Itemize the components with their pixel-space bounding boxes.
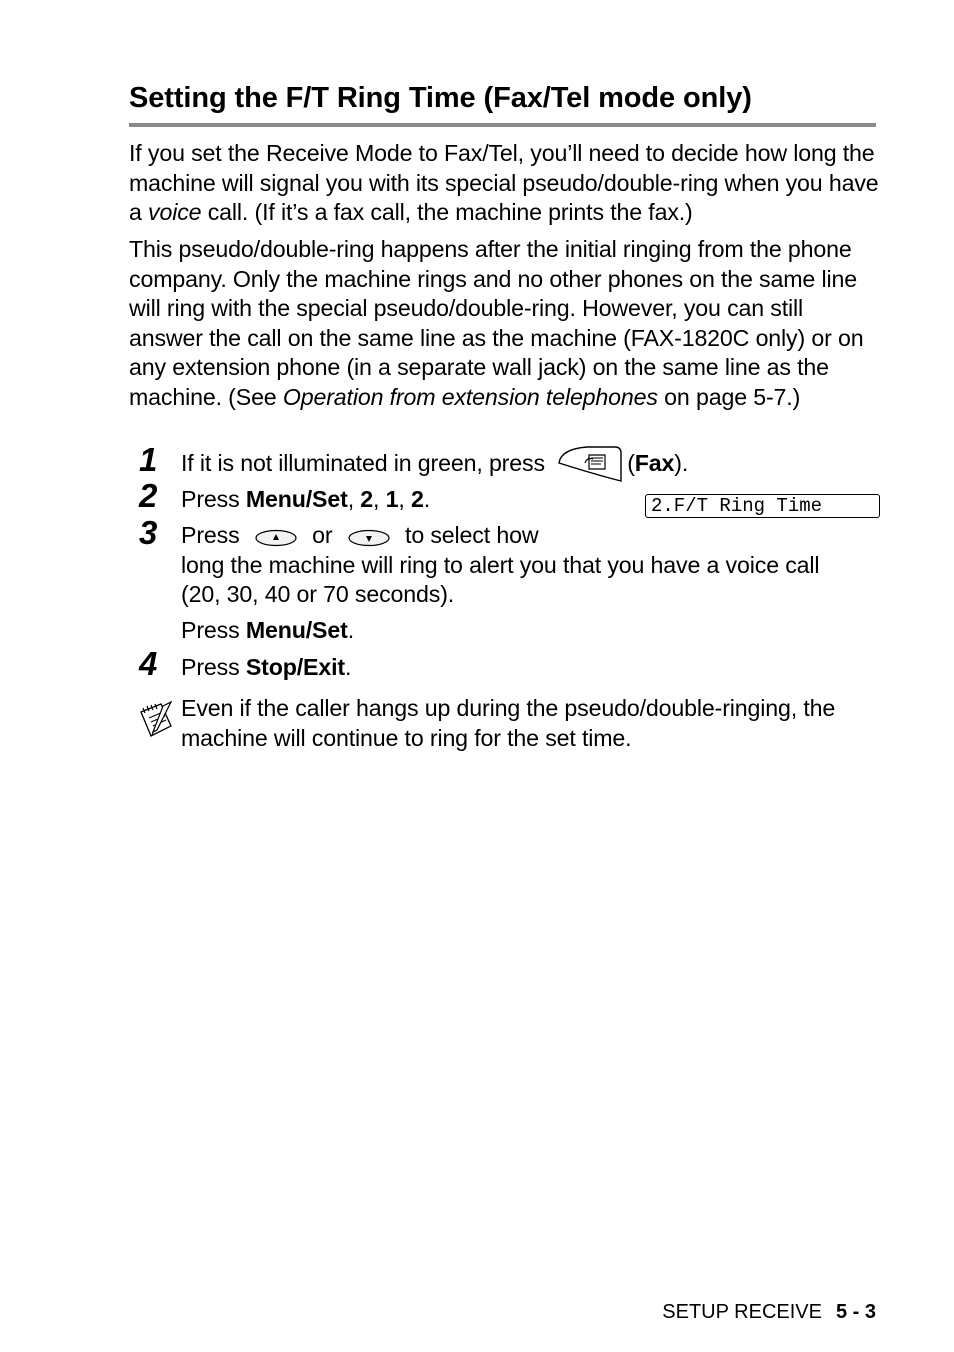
footer-section: SETUP RECEIVE [662,1301,822,1323]
step-1-paren-close: ). [674,450,689,476]
step-3-line-2: long the machine will ring to alert you that you have a voice call [181,552,820,578]
step-2-end: . [423,486,431,512]
step-3-or: or [305,522,339,548]
detail-paragraph [129,235,879,413]
lcd-display: 2.F/T Ring Time [645,494,880,518]
step-4-end: . [344,654,352,680]
step-2-number: 2 [139,477,158,514]
step-3-select: to select how [398,522,539,548]
note-pad-svg [137,700,175,740]
step-4-text [181,653,351,683]
step-2-sep3: , [398,486,411,512]
page-footer [662,1301,876,1324]
intro-italic-voice: voice [148,199,202,226]
step-2-press: Press [181,486,246,512]
intro-text-start: If you set the Receive Mode to Fax/Tel, you’ll need to decide how long the machine will signal you with its special pseudo/double-ring when you have a [129,140,879,226]
fax-key-icon [557,445,623,483]
step-4-number: 4 [139,645,158,682]
heading-underline [129,123,876,127]
intro-paragraph [129,139,879,228]
menu-set-key: Menu/Set [245,486,348,512]
menu-set-key-confirm: Menu/Set [245,617,348,643]
step-1-paren-open: ( [627,450,635,476]
detail-text-start: This pseudo/double-ring happens after the initial ringing from the phone company. Only the machine rings and no other phones on the same line will ring with the special pseudo/double-ring. However, you can still answer the call on the same line as the machine (FAX-1820C only) or on any extension phone (in a separate wall jack) on the same line as the machine. (See [129,236,864,410]
detail-text-end: on page 5-7.) [657,383,801,410]
step-3-line-3: (20, 30, 40 or 70 seconds). [181,581,455,607]
step-3-line-1 [181,521,538,551]
stop-exit-key: Stop/Exit [245,654,345,680]
step-1-instruction: If it is not illuminated in green, press [181,450,552,476]
note-pad-icon [137,700,175,740]
step-3-press2: Press [181,617,246,643]
step-2-text [181,485,430,515]
step-3-line-4 [181,616,354,646]
up-arrow-key-icon [254,526,298,546]
page-number: 5 - 3 [835,1301,876,1323]
key-2-second: 2 [410,486,424,512]
up-arrow-key-svg [254,528,298,548]
section-heading: Setting the F/T Ring Time (Fax/Tel mode only) [129,82,752,114]
step-2-sep2: , [373,486,386,512]
step-3-press: Press [181,522,246,548]
down-arrow-key-svg [347,528,391,548]
step-2-sep1: , [347,486,361,512]
step-4-press: Press [181,654,246,680]
fax-key-label: Fax [634,450,675,476]
step-3-end: . [347,617,354,643]
key-2: 2 [360,486,374,512]
intro-text-end: call. (If it’s a fax call, the machine prints the fax.) [201,199,693,226]
fax-key-svg [557,445,623,483]
step-3-number: 3 [139,514,158,551]
cross-reference-link-text: Operation from extension telephones [282,383,658,410]
key-1: 1 [385,486,399,512]
step-1-text [181,449,688,479]
step-1-number: 1 [139,441,158,478]
down-arrow-key-icon [347,526,391,546]
note-text: Even if the caller hangs up during the pseudo/double-ringing, the machine will continue to ring for the set time. [181,695,836,751]
